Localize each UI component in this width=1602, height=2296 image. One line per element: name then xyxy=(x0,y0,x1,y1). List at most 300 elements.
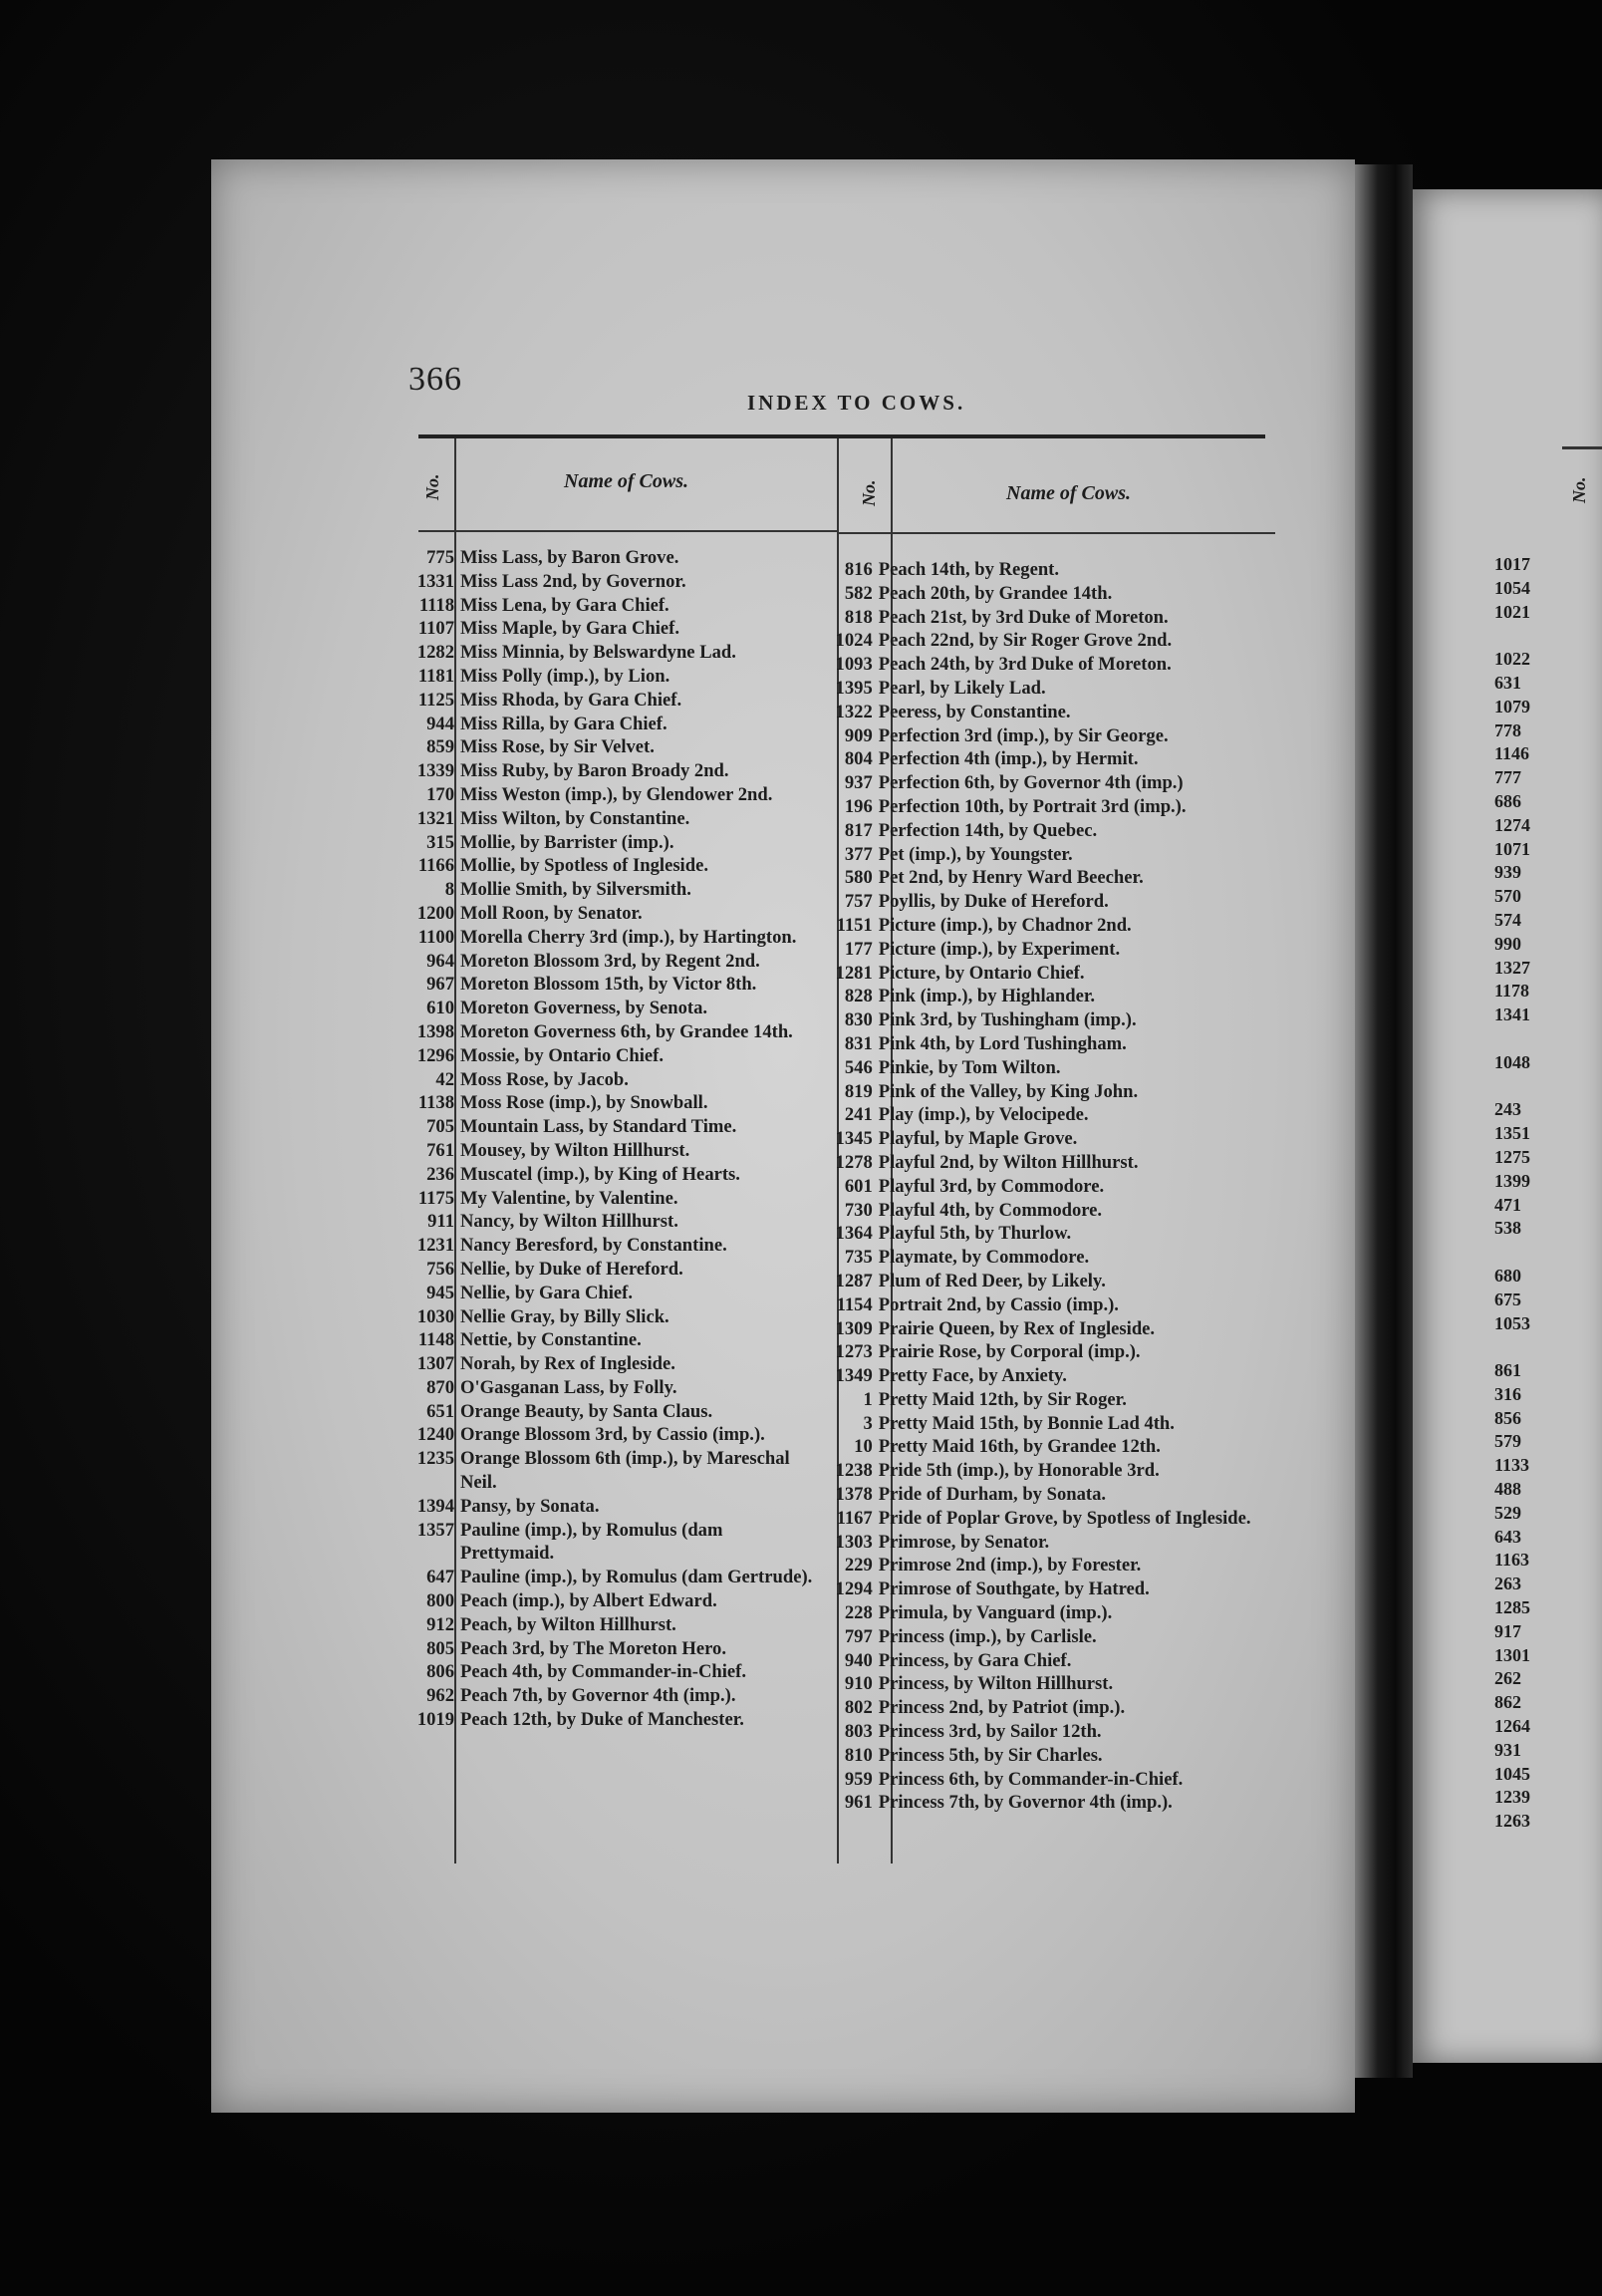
right-name-header: Name of Cows. xyxy=(1006,482,1131,504)
entry-name: Miss Lena, by Gara Chief. xyxy=(460,594,669,616)
facing-entry-number: 1133 xyxy=(1494,1455,1530,1476)
facing-entry-number: 243 xyxy=(1494,1099,1521,1120)
entry-name: Picture (imp.), by Chadnor 2nd. xyxy=(878,914,1132,936)
entry-name: Peach 12th, by Duke of Manchester. xyxy=(460,1709,744,1731)
facing-entry-number xyxy=(1494,1075,1602,1099)
index-entry xyxy=(391,1447,815,1495)
entry-name: Princess 7th, by Governor 4th (imp.). xyxy=(878,1792,1173,1814)
facing-entry-number: 777 xyxy=(1494,767,1521,788)
facing-entry-number: 861 xyxy=(1494,1360,1521,1381)
index-entry xyxy=(811,1317,1279,1341)
entry-number: 582 xyxy=(844,582,873,604)
entry-name: Pinkie, by Tom Wilton. xyxy=(878,1056,1061,1078)
entry-name: Pet (imp.), by Youngster. xyxy=(878,843,1073,865)
facing-page-rule xyxy=(1562,446,1602,449)
index-entry xyxy=(391,1234,815,1258)
index-entry xyxy=(391,950,815,974)
entry-number: 806 xyxy=(426,1661,454,1683)
facing-entry-number: 1263 xyxy=(1494,1811,1530,1832)
entry-name: Miss Wilton, by Constantine. xyxy=(460,807,690,829)
index-entry xyxy=(391,689,815,713)
entry-number: 1030 xyxy=(416,1305,454,1327)
entry-name: Mollie Smith, by Silversmith. xyxy=(460,879,691,901)
entry-name: Primrose 2nd (imp.), by Forester. xyxy=(878,1555,1142,1577)
entry-name: Princess, by Wilton Hillhurst. xyxy=(878,1673,1114,1695)
entry-name: Miss Rhoda, by Gara Chief. xyxy=(460,689,682,711)
entry-number: 940 xyxy=(844,1649,873,1671)
index-entry xyxy=(391,1328,815,1352)
index-entry xyxy=(811,771,1279,795)
entry-number: 1278 xyxy=(835,1151,873,1173)
index-entry xyxy=(391,1068,815,1092)
entry-number: 1151 xyxy=(836,914,873,936)
entry-number: 1107 xyxy=(417,618,454,640)
entry-number: 1282 xyxy=(416,642,454,664)
index-entry xyxy=(391,594,815,618)
entry-name: Princess 3rd, by Sailor 12th. xyxy=(878,1721,1102,1743)
entry-name: Miss Rose, by Sir Velvet. xyxy=(460,736,655,758)
index-entry xyxy=(391,1376,815,1400)
index-entry xyxy=(811,890,1279,914)
index-entry xyxy=(391,1423,815,1447)
index-entry xyxy=(391,1210,815,1234)
entry-number: 1395 xyxy=(835,677,873,699)
facing-entry-number: 1275 xyxy=(1494,1146,1530,1167)
entry-name: Nancy, by Wilton Hillhurst. xyxy=(460,1211,678,1233)
index-entry xyxy=(811,724,1279,748)
index-entry xyxy=(391,902,815,926)
index-entry xyxy=(811,582,1279,606)
entry-name: Moreton Blossom 3rd, by Regent 2nd. xyxy=(460,950,760,972)
right-cow-list xyxy=(811,558,1279,1815)
entry-number: 1287 xyxy=(835,1270,873,1292)
entry-name: Orange Blossom 6th (imp.), by Mareschal Neil. xyxy=(460,1448,790,1494)
index-entry xyxy=(391,997,815,1020)
entry-number: 1378 xyxy=(835,1484,873,1506)
index-entry xyxy=(811,1531,1279,1555)
entry-number: 961 xyxy=(844,1792,873,1814)
entry-number: 1281 xyxy=(835,962,873,984)
facing-entry-number: 263 xyxy=(1494,1574,1521,1594)
index-entry xyxy=(811,1293,1279,1317)
facing-entry-number: 529 xyxy=(1494,1502,1521,1523)
facing-entry-number: 579 xyxy=(1494,1431,1521,1452)
entry-name: Plum of Red Deer, by Likely. xyxy=(878,1270,1106,1292)
entry-name: Playmate, by Commodore. xyxy=(878,1247,1090,1269)
entry-name: Miss Ruby, by Baron Broady 2nd. xyxy=(460,760,729,782)
index-entry xyxy=(811,1246,1279,1270)
entry-number: 228 xyxy=(844,1602,873,1624)
entry-number: 1200 xyxy=(416,902,454,924)
entry-name: Mousey, by Wilton Hillhurst. xyxy=(460,1139,690,1161)
entry-number: 1100 xyxy=(417,926,454,948)
entry-name: Morella Cherry 3rd (imp.), by Hartington. xyxy=(460,926,797,948)
entry-number: 828 xyxy=(844,986,873,1007)
entry-name: Miss Polly (imp.), by Lion. xyxy=(460,665,670,687)
entry-name: Nellie, by Duke of Hereford. xyxy=(460,1258,683,1280)
entry-name: Nettie, by Constantine. xyxy=(460,1329,642,1351)
top-rule xyxy=(418,434,1265,438)
entry-number: 1019 xyxy=(416,1709,454,1731)
entry-number: 1357 xyxy=(416,1519,454,1541)
facing-entry-number: 1264 xyxy=(1494,1716,1530,1737)
entry-name: Pet 2nd, by Henry Ward Beecher. xyxy=(878,867,1144,889)
entry-name: Princess (imp.), by Carlisle. xyxy=(878,1625,1097,1647)
entry-number: 1398 xyxy=(416,1020,454,1042)
index-entry xyxy=(391,1044,815,1068)
entry-number: 817 xyxy=(844,819,873,841)
entry-name: Norah, by Rex of Ingleside. xyxy=(460,1353,675,1375)
entry-name: Picture, by Ontario Chief. xyxy=(878,962,1085,984)
entry-name: Pride 5th (imp.), by Honorable 3rd. xyxy=(878,1460,1160,1482)
facing-entry-number xyxy=(1494,1027,1602,1051)
facing-entry-number: 538 xyxy=(1494,1218,1521,1239)
index-entry xyxy=(391,1637,815,1661)
index-entry xyxy=(811,985,1279,1008)
facing-entry-number: 643 xyxy=(1494,1526,1521,1547)
facing-entry-number: 1053 xyxy=(1494,1312,1530,1333)
entry-number: 580 xyxy=(844,867,873,889)
index-entry xyxy=(391,1187,815,1211)
index-entry xyxy=(391,1708,815,1732)
entry-name: Portrait 2nd, by Cassio (imp.). xyxy=(878,1293,1119,1315)
facing-entry-number: 778 xyxy=(1494,719,1521,740)
index-entry xyxy=(811,1435,1279,1459)
entry-number: 1303 xyxy=(835,1531,873,1553)
index-entry xyxy=(811,866,1279,890)
entry-number: 647 xyxy=(426,1567,454,1588)
entry-number: 1309 xyxy=(835,1317,873,1339)
entry-number: 1345 xyxy=(835,1128,873,1150)
facing-entry-number: 1146 xyxy=(1494,743,1530,764)
facing-entry-number: 471 xyxy=(1494,1194,1521,1215)
entry-number: 735 xyxy=(844,1247,873,1269)
entry-number: 1148 xyxy=(417,1329,454,1351)
entry-name: Play (imp.), by Velocipede. xyxy=(878,1104,1089,1126)
entry-number: 196 xyxy=(844,795,873,817)
entry-name: Playful 5th, by Thurlow. xyxy=(878,1223,1072,1245)
entry-number: 236 xyxy=(426,1163,454,1185)
entry-number: 910 xyxy=(844,1673,873,1695)
index-entry xyxy=(391,617,815,641)
entry-name: Moreton Governess, by Senota. xyxy=(460,998,708,1019)
entry-number: 797 xyxy=(844,1625,873,1647)
entry-name: Peach 14th, by Regent. xyxy=(878,559,1060,580)
entry-name: Mossie, by Ontario Chief. xyxy=(460,1044,665,1066)
entry-number: 816 xyxy=(844,559,873,580)
index-entry xyxy=(391,735,815,759)
index-entry xyxy=(811,1578,1279,1601)
entry-number: 959 xyxy=(844,1768,873,1790)
entry-name: Peach 24th, by 3rd Duke of Moreton. xyxy=(878,654,1172,676)
entry-name: Moss Rose (imp.), by Snowball. xyxy=(460,1092,708,1114)
index-entry xyxy=(811,1744,1279,1768)
index-entry xyxy=(391,1495,815,1519)
index-entry xyxy=(811,1720,1279,1744)
index-entry xyxy=(811,1364,1279,1388)
entry-name: Peach 21st, by 3rd Duke of Moreton. xyxy=(878,606,1169,628)
entry-number: 800 xyxy=(426,1590,454,1612)
index-entry xyxy=(391,1091,815,1115)
facing-entry-number: 1285 xyxy=(1494,1597,1530,1618)
index-entry xyxy=(811,1199,1279,1223)
entry-name: Pauline (imp.), by Romulus (dam Prettymaid. xyxy=(460,1519,723,1565)
entry-number: 1175 xyxy=(417,1187,454,1209)
entry-name: Prairie Rose, by Corporal (imp.). xyxy=(878,1341,1141,1363)
entry-number: 1231 xyxy=(416,1235,454,1257)
entry-number: 10 xyxy=(854,1436,873,1458)
facing-entry-number: 931 xyxy=(1494,1739,1521,1760)
entry-number: 911 xyxy=(427,1211,454,1233)
facing-entry-number xyxy=(1494,1241,1602,1265)
entry-number: 818 xyxy=(844,606,873,628)
index-entry xyxy=(811,1340,1279,1364)
entry-name: My Valentine, by Valentine. xyxy=(460,1187,678,1209)
entry-name: Pansy, by Sonata. xyxy=(460,1495,600,1517)
entry-name: Moreton Governess 6th, by Grandee 14th. xyxy=(460,1020,793,1042)
entry-name: Pauline (imp.), by Romulus (dam Gertrude). xyxy=(460,1567,813,1588)
index-entry xyxy=(811,1483,1279,1507)
entry-number: 810 xyxy=(844,1744,873,1766)
entry-number: 1364 xyxy=(835,1223,873,1245)
entry-name: Princess 2nd, by Patriot (imp.). xyxy=(878,1697,1126,1719)
index-entry xyxy=(391,854,815,878)
entry-name: Princess 6th, by Commander-in-Chief. xyxy=(878,1768,1184,1790)
index-entry xyxy=(391,1684,815,1708)
entry-name: Orange Blossom 3rd, by Cassio (imp.). xyxy=(460,1424,765,1446)
index-entry xyxy=(811,843,1279,867)
entry-name: Miss Maple, by Gara Chief. xyxy=(460,618,680,640)
entry-name: Primrose of Southgate, by Hatred. xyxy=(878,1578,1150,1600)
index-entry xyxy=(391,831,815,855)
entry-name: Peach 4th, by Commander-in-Chief. xyxy=(460,1661,746,1683)
facing-entry-number: 1071 xyxy=(1494,838,1530,859)
index-entry xyxy=(391,1352,815,1376)
entry-number: 3 xyxy=(863,1412,873,1434)
entry-name: Pink (imp.), by Highlander. xyxy=(878,986,1096,1007)
index-entry xyxy=(391,1589,815,1613)
facing-entry-number: 1017 xyxy=(1494,554,1530,574)
index-entry xyxy=(391,713,815,736)
facing-entry-number: 1048 xyxy=(1494,1051,1530,1072)
entry-name: Muscatel (imp.), by King of Hearts. xyxy=(460,1163,740,1185)
entry-number: 1235 xyxy=(416,1448,454,1470)
index-entry xyxy=(811,1056,1279,1080)
index-entry xyxy=(391,1139,815,1163)
index-entry xyxy=(391,1282,815,1305)
index-entry xyxy=(391,759,815,783)
entry-number: 546 xyxy=(844,1056,873,1078)
entry-number: 830 xyxy=(844,1009,873,1031)
entry-name: Playful, by Maple Grove. xyxy=(878,1128,1078,1150)
entry-number: 1394 xyxy=(416,1495,454,1517)
index-entry xyxy=(811,819,1279,843)
index-entry xyxy=(811,606,1279,630)
index-entry xyxy=(391,1660,815,1684)
index-entry xyxy=(811,1625,1279,1649)
entry-name: Pink 4th, by Lord Tushingham. xyxy=(878,1032,1127,1054)
entry-number: 651 xyxy=(426,1400,454,1422)
index-entry xyxy=(811,1270,1279,1293)
entry-name: Moll Roon, by Senator. xyxy=(460,902,643,924)
facing-entry-number: 1178 xyxy=(1494,981,1530,1002)
entry-number: 804 xyxy=(844,748,873,770)
index-entry xyxy=(811,677,1279,701)
facing-entry-number: 917 xyxy=(1494,1620,1521,1641)
facing-entry-number: 1239 xyxy=(1494,1787,1530,1808)
entry-number: 967 xyxy=(426,974,454,996)
index-entry xyxy=(811,795,1279,819)
facing-entry-number: 1327 xyxy=(1494,957,1530,978)
index-entry xyxy=(391,641,815,665)
entry-name: Peeress, by Constantine. xyxy=(878,701,1071,722)
entry-number: 1125 xyxy=(417,689,454,711)
left-name-header: Name of Cows. xyxy=(564,470,688,492)
index-entry xyxy=(391,1020,815,1044)
entry-number: 1 xyxy=(863,1388,873,1410)
entry-number: 1349 xyxy=(835,1365,873,1387)
entry-name: Playful 2nd, by Wilton Hillhurst. xyxy=(878,1151,1139,1173)
facing-entry-number: 1301 xyxy=(1494,1644,1530,1665)
header-rule-right xyxy=(837,532,1275,534)
entry-name: Peach 7th, by Governor 4th (imp.). xyxy=(460,1685,736,1707)
facing-entry-number: 1399 xyxy=(1494,1170,1530,1191)
facing-entry-number: 488 xyxy=(1494,1479,1521,1500)
entry-number: 1154 xyxy=(836,1293,873,1315)
entry-number: 170 xyxy=(426,783,454,805)
facing-entry-number: 1341 xyxy=(1494,1004,1530,1025)
entry-number: 944 xyxy=(426,713,454,734)
entry-number: 775 xyxy=(426,547,454,568)
facing-entry-number: 939 xyxy=(1494,862,1521,883)
facing-no-header: No. xyxy=(1569,476,1589,503)
index-entry xyxy=(391,1305,815,1329)
facing-entry-number: 1274 xyxy=(1494,814,1530,835)
index-entry xyxy=(811,653,1279,677)
entry-number: 945 xyxy=(426,1282,454,1303)
entry-number: 1238 xyxy=(835,1460,873,1482)
entry-name: Miss Weston (imp.), by Glendower 2nd. xyxy=(460,783,773,805)
index-entry xyxy=(811,1103,1279,1127)
index-entry xyxy=(811,1127,1279,1151)
entry-number: 1118 xyxy=(418,594,454,616)
entry-number: 1093 xyxy=(835,654,873,676)
facing-entry-number: 862 xyxy=(1494,1692,1521,1713)
index-entry xyxy=(391,570,815,594)
entry-name: Pretty Maid 16th, by Grandee 12th. xyxy=(878,1436,1161,1458)
facing-entry-number: 856 xyxy=(1494,1407,1521,1428)
entry-number: 610 xyxy=(426,998,454,1019)
index-entry xyxy=(391,1258,815,1282)
entry-number: 1339 xyxy=(416,760,454,782)
facing-entry-number: 1045 xyxy=(1494,1763,1530,1784)
entry-name: Nellie, by Gara Chief. xyxy=(460,1282,633,1303)
entry-name: O'Gasganan Lass, by Folly. xyxy=(460,1376,677,1398)
facing-entry-number xyxy=(1494,1335,1602,1359)
entry-number: 377 xyxy=(844,843,873,865)
entry-number: 177 xyxy=(844,938,873,960)
entry-number: 909 xyxy=(844,724,873,746)
entry-number: 241 xyxy=(844,1104,873,1126)
index-entry xyxy=(391,665,815,689)
index-entry xyxy=(811,1768,1279,1792)
index-entry xyxy=(811,629,1279,653)
index-entry xyxy=(811,1459,1279,1483)
index-entry xyxy=(811,938,1279,962)
entry-name: Perfection 3rd (imp.), by Sir George. xyxy=(878,724,1169,746)
index-entry xyxy=(811,1672,1279,1696)
entry-name: Perfection 4th (imp.), by Hermit. xyxy=(878,748,1139,770)
entry-name: Mollie, by Spotless of Ingleside. xyxy=(460,855,708,877)
index-entry xyxy=(811,1507,1279,1531)
entry-name: Playful 3rd, by Commodore. xyxy=(878,1175,1105,1197)
facing-entry-number: 1351 xyxy=(1494,1123,1530,1144)
running-head: INDEX TO COWS. xyxy=(747,391,966,415)
entry-name: Princess 5th, by Sir Charles. xyxy=(878,1744,1103,1766)
index-entry xyxy=(391,1519,815,1567)
entry-number: 1181 xyxy=(417,665,454,687)
entry-number: 1138 xyxy=(417,1092,454,1114)
entry-name: Peach 3rd, by The Moreton Hero. xyxy=(460,1637,727,1659)
left-no-header: No. xyxy=(422,473,442,500)
facing-entry-number: 1054 xyxy=(1494,577,1530,598)
entry-name: Perfection 6th, by Governor 4th (imp.) xyxy=(878,772,1184,794)
index-entry xyxy=(391,807,815,831)
entry-number: 601 xyxy=(844,1175,873,1197)
index-entry xyxy=(391,1613,815,1637)
entry-name: Peach 20th, by Grandee 14th. xyxy=(878,582,1113,604)
index-entry xyxy=(391,926,815,950)
index-entry xyxy=(391,1566,815,1589)
entry-name: Playful 4th, by Commodore. xyxy=(878,1199,1103,1221)
entry-name: Peach 22nd, by Sir Roger Grove 2nd. xyxy=(878,630,1173,652)
left-cow-list xyxy=(391,546,815,1732)
entry-name: Moss Rose, by Jacob. xyxy=(460,1068,629,1090)
index-entry xyxy=(811,558,1279,582)
index-entry xyxy=(811,1554,1279,1578)
entry-number: 229 xyxy=(844,1555,873,1577)
entry-name: Pink 3rd, by Tushingham (imp.). xyxy=(878,1009,1137,1031)
entry-number: 1294 xyxy=(835,1578,873,1600)
entry-name: Miss Lass 2nd, by Governor. xyxy=(460,570,686,592)
entry-number: 870 xyxy=(426,1376,454,1398)
entry-name: Nellie Gray, by Billy Slick. xyxy=(460,1305,669,1327)
entry-number: 1321 xyxy=(416,807,454,829)
index-entry xyxy=(391,1115,815,1139)
entry-number: 802 xyxy=(844,1697,873,1719)
entry-number: 937 xyxy=(844,772,873,794)
header-rule-left xyxy=(418,530,837,532)
entry-number: 757 xyxy=(844,891,873,913)
entry-name: Nancy Beresford, by Constantine. xyxy=(460,1235,727,1257)
index-entry xyxy=(391,783,815,807)
entry-name: Primula, by Vanguard (imp.). xyxy=(878,1602,1113,1624)
index-entry xyxy=(391,1400,815,1424)
entry-number: 805 xyxy=(426,1637,454,1659)
entry-number: 1322 xyxy=(835,701,873,722)
entry-name: Pride of Durham, by Sonata. xyxy=(878,1484,1107,1506)
entry-name: Miss Minnia, by Belswardyne Lad. xyxy=(460,642,736,664)
entry-number: 1024 xyxy=(835,630,873,652)
entry-name: Miss Rilla, by Gara Chief. xyxy=(460,713,668,734)
book-gutter xyxy=(1355,164,1413,2078)
facing-entry-number: 680 xyxy=(1494,1265,1521,1286)
index-entry xyxy=(811,1175,1279,1199)
facing-entry-number: 316 xyxy=(1494,1383,1521,1404)
index-entry xyxy=(391,973,815,997)
index-entry xyxy=(811,1032,1279,1056)
entry-number: 315 xyxy=(426,831,454,853)
